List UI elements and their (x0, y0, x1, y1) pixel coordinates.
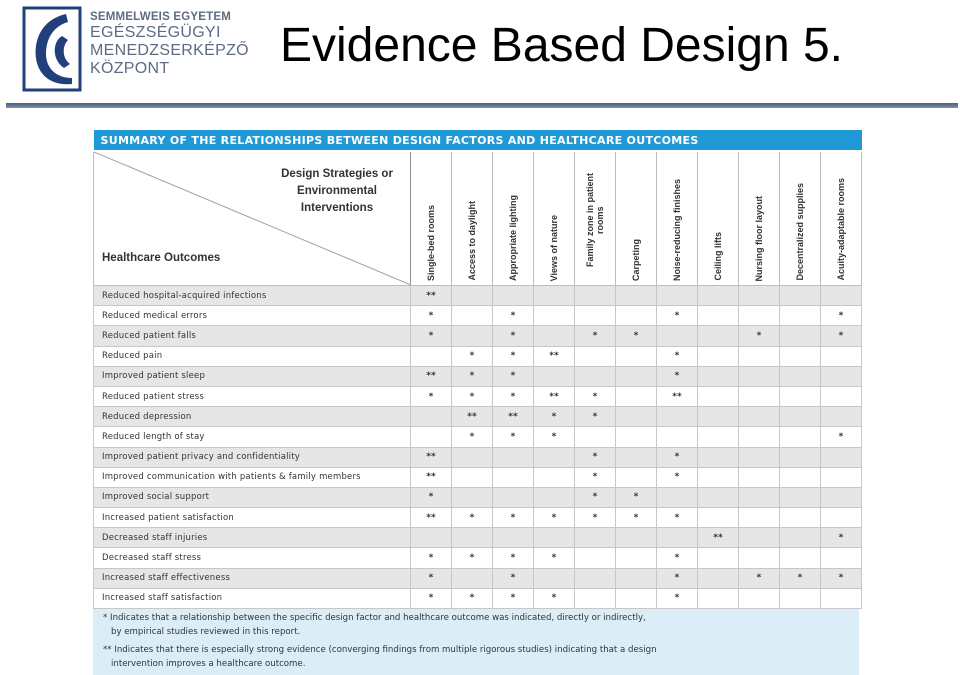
evidence-cell: * (657, 508, 698, 528)
footnote-double-star-line2: intervention improves a healthcare outcome. (111, 659, 306, 669)
column-header-label: Decentralized supplies (795, 183, 805, 281)
evidence-cell: * (534, 548, 575, 568)
column-header-label: Access to daylight (467, 201, 477, 281)
evidence-cell: ** (411, 508, 452, 528)
evidence-cell (821, 346, 862, 366)
outcome-label: Decreased staff stress (94, 548, 411, 568)
column-header (534, 151, 575, 286)
table-row (94, 508, 862, 528)
evidence-cell (821, 548, 862, 568)
evidence-cell (780, 528, 821, 548)
evidence-cell (780, 508, 821, 528)
outcome-label: Increased staff effectiveness (94, 568, 411, 588)
evidence-cell (698, 487, 739, 507)
evidence-cell (575, 528, 616, 548)
evidence-cell (575, 346, 616, 366)
column-header (657, 151, 698, 286)
column-header (452, 151, 493, 286)
evidence-cell: * (739, 326, 780, 346)
evidence-cell (739, 548, 780, 568)
logo-wordmark (90, 10, 249, 78)
evidence-cell (739, 366, 780, 386)
table-row (94, 386, 862, 406)
evidence-cell (739, 528, 780, 548)
evidence-cell: ** (657, 386, 698, 406)
evidence-cell (698, 508, 739, 528)
evidence-cell (780, 588, 821, 608)
evidence-cell (657, 487, 698, 507)
evidence-cell (534, 447, 575, 467)
evidence-cell (616, 568, 657, 588)
evidence-cell (575, 588, 616, 608)
evidence-cell (698, 306, 739, 326)
evidence-cell (821, 487, 862, 507)
evidence-cell: * (657, 548, 698, 568)
evidence-cell: * (493, 508, 534, 528)
evidence-cell (698, 286, 739, 306)
column-header-label: Ceiling lifts (713, 232, 723, 281)
healthcare-outcomes-label: Healthcare Outcomes (102, 252, 221, 264)
evidence-cell (616, 407, 657, 427)
evidence-cell (657, 326, 698, 346)
outcome-label: Reduced length of stay (94, 427, 411, 447)
evidence-cell (821, 508, 862, 528)
table-row (94, 407, 862, 427)
table-row (94, 568, 862, 588)
footnote-double-star (93, 643, 859, 671)
evidence-cell: * (493, 386, 534, 406)
evidence-cell (780, 306, 821, 326)
evidence-cell: * (452, 548, 493, 568)
evidence-cell (698, 346, 739, 366)
evidence-cell (698, 427, 739, 447)
university-logo (22, 6, 272, 94)
evidence-cell (493, 467, 534, 487)
column-header (616, 151, 657, 286)
evidence-cell (452, 326, 493, 346)
table-row (94, 588, 862, 608)
evidence-cell (657, 528, 698, 548)
evidence-cell (821, 467, 862, 487)
evidence-cell (534, 326, 575, 346)
evidence-cell (575, 548, 616, 568)
evidence-cell: ** (493, 407, 534, 427)
evidence-cell: * (821, 568, 862, 588)
evidence-cell (739, 467, 780, 487)
evidence-cell (493, 286, 534, 306)
footnote-single-star-line1: * Indicates that a relationship between the specific design factor and healthcare outcome was indicated, directly or indirectly, (103, 613, 646, 623)
logo-line-university: SEMMELWEIS EGYETEM (90, 11, 231, 23)
evidence-cell: * (411, 588, 452, 608)
footnote-double-star-line1: ** Indicates that there is especially strong evidence (converging findings from multiple rigorous studies) indicating that a design (103, 645, 657, 655)
evidence-cell: * (452, 346, 493, 366)
evidence-cell: * (411, 386, 452, 406)
evidence-cell (493, 487, 534, 507)
evidence-cell: * (616, 508, 657, 528)
evidence-cell (452, 467, 493, 487)
evidence-cell: ** (411, 467, 452, 487)
evidence-cell (452, 286, 493, 306)
evidence-cell (575, 366, 616, 386)
evidence-cell (534, 528, 575, 548)
evidence-cell (411, 427, 452, 447)
column-header (575, 151, 616, 286)
evidence-cell (575, 306, 616, 326)
evidence-cell (780, 548, 821, 568)
evidence-cell (575, 427, 616, 447)
table-row (94, 548, 862, 568)
outcome-label: Improved patient sleep (94, 366, 411, 386)
evidence-cell (780, 366, 821, 386)
table-row (94, 427, 862, 447)
evidence-cell (452, 528, 493, 548)
evidence-cell: * (411, 548, 452, 568)
column-header (493, 151, 534, 286)
evidence-cell: * (493, 548, 534, 568)
column-header (411, 151, 452, 286)
evidence-cell (411, 528, 452, 548)
evidence-cell: * (575, 326, 616, 346)
summary-table (93, 130, 862, 609)
column-header-label: Carpeting (631, 238, 641, 281)
evidence-cell: ** (452, 407, 493, 427)
evidence-cell (780, 467, 821, 487)
evidence-cell: * (821, 326, 862, 346)
column-header (780, 151, 821, 286)
outcome-label: Reduced patient stress (94, 386, 411, 406)
title-divider (6, 103, 958, 108)
evidence-cell: * (575, 508, 616, 528)
logo-line-management: MENEDZSERKÉPZŐ (90, 42, 249, 59)
column-header-label: Views of nature (549, 214, 559, 281)
evidence-cell (534, 286, 575, 306)
evidence-cell (616, 588, 657, 608)
evidence-cell: * (493, 427, 534, 447)
evidence-cell (493, 528, 534, 548)
column-header-label: Single-bed rooms (426, 204, 436, 281)
evidence-cell (780, 286, 821, 306)
evidence-cell: * (493, 366, 534, 386)
evidence-cell (739, 588, 780, 608)
evidence-cell: * (493, 326, 534, 346)
evidence-cell: * (411, 326, 452, 346)
footnote-single-star (93, 611, 859, 639)
design-strategies-label: Design Strategies or Environmental Interventions (281, 168, 393, 214)
evidence-cell: * (575, 467, 616, 487)
evidence-cell: ** (411, 286, 452, 306)
table-banner: SUMMARY OF THE RELATIONSHIPS BETWEEN DESIGN FACTORS AND HEALTHCARE OUTCOMES (94, 130, 862, 151)
logo-line-health: EGÉSZSÉGÜGYI (90, 24, 221, 41)
outcome-label: Increased patient satisfaction (94, 508, 411, 528)
evidence-cell (575, 568, 616, 588)
evidence-cell: * (657, 447, 698, 467)
evidence-cell (534, 306, 575, 326)
evidence-cell (821, 407, 862, 427)
evidence-cell (534, 366, 575, 386)
outcome-label: Decreased staff injuries (94, 528, 411, 548)
evidence-cell: * (780, 568, 821, 588)
column-header-label: Noise-reducing finishes (672, 178, 682, 281)
evidence-cell: * (739, 568, 780, 588)
evidence-cell: * (821, 306, 862, 326)
evidence-cell (698, 366, 739, 386)
evidence-cell: * (452, 427, 493, 447)
evidence-cell: * (657, 588, 698, 608)
evidence-cell: * (411, 487, 452, 507)
evidence-cell (698, 407, 739, 427)
logo-line-center: KÖZPONT (90, 60, 170, 77)
evidence-cell: * (534, 508, 575, 528)
evidence-cell: * (821, 528, 862, 548)
evidence-cell (616, 427, 657, 447)
evidence-cell (780, 407, 821, 427)
evidence-cell (780, 326, 821, 346)
evidence-cell: * (493, 568, 534, 588)
evidence-cell (821, 447, 862, 467)
evidence-cell (452, 447, 493, 467)
evidence-cell (739, 407, 780, 427)
evidence-cell (534, 568, 575, 588)
evidence-cell (657, 286, 698, 306)
table-row (94, 346, 862, 366)
evidence-cell (616, 467, 657, 487)
evidence-cell (739, 508, 780, 528)
evidence-cell: ** (698, 528, 739, 548)
evidence-cell (493, 447, 534, 467)
corner-header (94, 151, 411, 286)
table-row (94, 286, 862, 306)
evidence-cell (698, 326, 739, 346)
evidence-cell (821, 366, 862, 386)
evidence-cell: * (493, 346, 534, 366)
evidence-cell (698, 588, 739, 608)
outcome-label: Reduced hospital-acquired infections (94, 286, 411, 306)
outcome-label: Improved communication with patients & family members (94, 467, 411, 487)
evidence-cell (780, 427, 821, 447)
evidence-cell (698, 568, 739, 588)
evidence-cell: ** (411, 447, 452, 467)
column-header-label: Appropriate lighting (508, 195, 518, 281)
evidence-cell (534, 467, 575, 487)
evidence-cell (780, 386, 821, 406)
evidence-cell: * (452, 366, 493, 386)
evidence-cell (739, 427, 780, 447)
evidence-cell (616, 346, 657, 366)
evidence-cell (616, 386, 657, 406)
evidence-cell (657, 427, 698, 447)
column-header (698, 151, 739, 286)
evidence-cell: * (575, 386, 616, 406)
evidence-cell (616, 286, 657, 306)
evidence-cell (821, 588, 862, 608)
evidence-cell: * (493, 588, 534, 608)
column-header (821, 151, 862, 286)
outcome-label: Increased staff satisfaction (94, 588, 411, 608)
table-row (94, 306, 862, 326)
evidence-cell (780, 447, 821, 467)
evidence-cell: * (575, 487, 616, 507)
outcome-label: Improved patient privacy and confidentiality (94, 447, 411, 467)
evidence-cell: * (657, 366, 698, 386)
evidence-cell (780, 346, 821, 366)
evidence-cell: * (534, 588, 575, 608)
table-body (94, 286, 862, 609)
evidence-cell: * (452, 588, 493, 608)
evidence-cell (616, 447, 657, 467)
evidence-cell (452, 306, 493, 326)
summary-document (93, 130, 870, 673)
table-row (94, 447, 862, 467)
evidence-cell (616, 528, 657, 548)
evidence-cell: ** (411, 366, 452, 386)
footnote-single-star-line2: by empirical studies reviewed in this report. (111, 627, 301, 637)
table-row (94, 326, 862, 346)
table-row (94, 528, 862, 548)
evidence-cell (657, 407, 698, 427)
evidence-cell: * (657, 346, 698, 366)
evidence-cell: * (657, 467, 698, 487)
slide-title: Evidence Based Design 5. (280, 19, 844, 72)
evidence-cell (739, 346, 780, 366)
evidence-cell: * (575, 407, 616, 427)
outcome-label: Reduced patient falls (94, 326, 411, 346)
table-row (94, 487, 862, 507)
evidence-cell: * (411, 568, 452, 588)
outcome-label: Reduced medical errors (94, 306, 411, 326)
evidence-cell (616, 366, 657, 386)
evidence-cell: * (534, 427, 575, 447)
evidence-cell (534, 487, 575, 507)
evidence-cell: * (493, 306, 534, 326)
evidence-cell: * (616, 487, 657, 507)
evidence-cell (616, 548, 657, 568)
evidence-cell (698, 386, 739, 406)
evidence-cell (411, 407, 452, 427)
evidence-cell: * (452, 386, 493, 406)
evidence-cell (739, 386, 780, 406)
evidence-cell (411, 346, 452, 366)
evidence-cell (452, 487, 493, 507)
outcome-label: Reduced pain (94, 346, 411, 366)
table-row (94, 366, 862, 386)
evidence-cell: * (657, 306, 698, 326)
evidence-cell: ** (534, 386, 575, 406)
footnotes (93, 609, 859, 675)
evidence-cell: ** (534, 346, 575, 366)
evidence-cell: * (534, 407, 575, 427)
table-row (94, 467, 862, 487)
evidence-cell (821, 386, 862, 406)
evidence-cell (698, 548, 739, 568)
evidence-cell (575, 286, 616, 306)
evidence-cell: * (821, 427, 862, 447)
evidence-cell (739, 306, 780, 326)
evidence-cell (698, 467, 739, 487)
evidence-cell: * (575, 447, 616, 467)
evidence-cell: * (452, 508, 493, 528)
outcome-label: Improved social support (94, 487, 411, 507)
university-emblem-icon (22, 6, 86, 94)
evidence-cell (698, 447, 739, 467)
column-header-label: Family zone in patient rooms (585, 173, 605, 268)
outcome-label: Reduced depression (94, 407, 411, 427)
evidence-cell (739, 286, 780, 306)
evidence-cell (780, 487, 821, 507)
evidence-cell: * (411, 306, 452, 326)
evidence-cell: * (657, 568, 698, 588)
column-header-label: Nursing floor layout (754, 195, 764, 281)
column-header-label: Acuity-adaptable rooms (836, 178, 846, 281)
evidence-cell (739, 487, 780, 507)
evidence-cell: * (616, 326, 657, 346)
evidence-cell (616, 306, 657, 326)
evidence-cell (739, 447, 780, 467)
column-header (739, 151, 780, 286)
evidence-cell (821, 286, 862, 306)
evidence-cell (452, 568, 493, 588)
column-header-row (94, 151, 862, 286)
